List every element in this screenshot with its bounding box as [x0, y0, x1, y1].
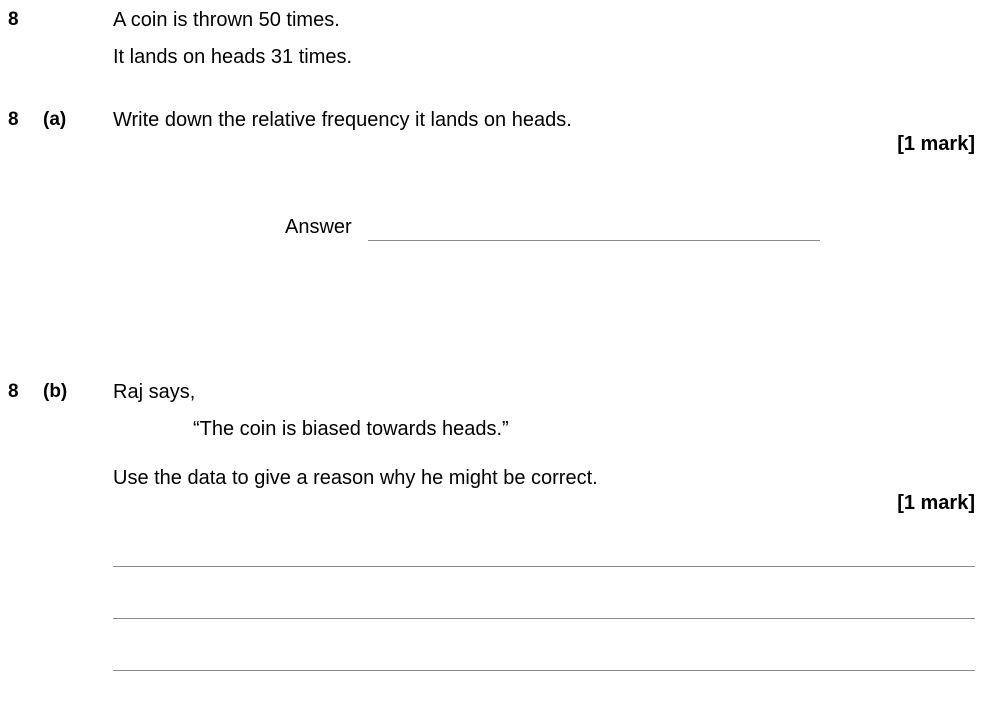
answer-input-line[interactable] — [368, 214, 820, 241]
part-b-quote: “The coin is biased towards heads.” — [193, 418, 509, 440]
question-number: 8 — [8, 9, 19, 30]
part-a-prompt: Write down the relative frequency it lands on heads. — [113, 109, 572, 131]
part-a-marks: [1 mark] — [897, 133, 975, 155]
part-b-marks: [1 mark] — [897, 492, 975, 514]
stem-line-1: A coin is thrown 50 times. — [113, 9, 340, 31]
part-b-number: 8 — [8, 381, 19, 402]
answer-line-2[interactable] — [113, 592, 975, 619]
answer-line-1[interactable] — [113, 540, 975, 567]
part-b-prompt: Use the data to give a reason why he might be correct. — [113, 467, 598, 489]
part-a-label: (a) — [43, 109, 67, 130]
stem-line-2: It lands on heads 31 times. — [113, 46, 353, 68]
part-b-intro: Raj says, — [113, 381, 196, 403]
answer-line-3[interactable] — [113, 644, 975, 671]
part-b-label: (b) — [43, 381, 68, 402]
answer-label: Answer — [285, 216, 352, 238]
part-a-number: 8 — [8, 109, 19, 130]
